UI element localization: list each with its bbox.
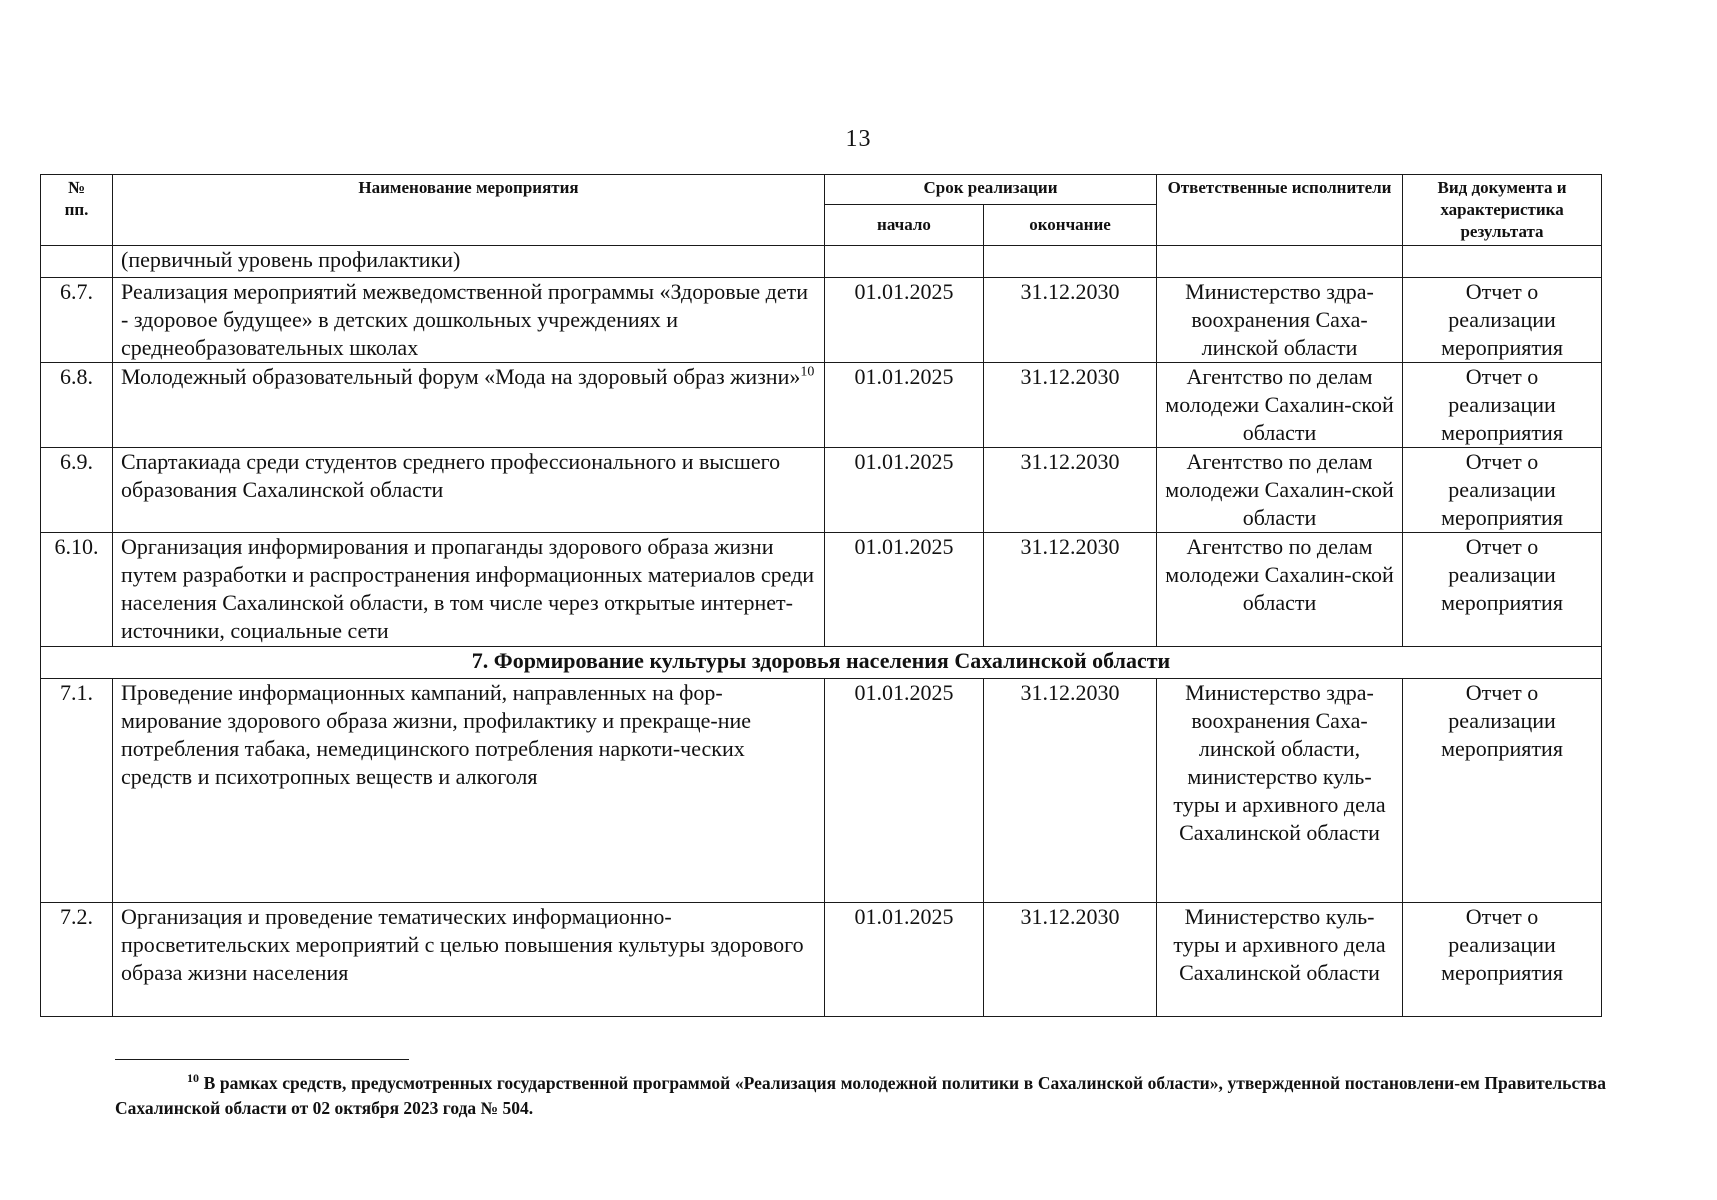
cell-end: 31.12.2030 <box>984 533 1157 647</box>
activities-table <box>40 174 1602 1017</box>
cell-end: 31.12.2030 <box>984 903 1157 1017</box>
cell-name: (первичный уровень профилактики) <box>113 246 825 278</box>
cell-start: 01.01.2025 <box>825 903 984 1017</box>
cell-start: 01.01.2025 <box>825 278 984 363</box>
cell-end: 31.12.2030 <box>984 448 1157 533</box>
cell-name: Спартакиада среди студентов среднего профессионального и высшего образования Сахалинской области <box>113 448 825 533</box>
cell-responsible: Агентство по делам молодежи Сахалин-ской области <box>1157 533 1403 647</box>
cell-num: 6.7. <box>41 278 113 363</box>
cell-start <box>825 246 984 278</box>
cell-name: Организация информирования и пропаганды здорового образа жизни путем разработки и распространения информационных материалов среди населения Сахалинской области, в том числе через открытые интернет-источники, социальные сети <box>113 533 825 647</box>
cell-end: 31.12.2030 <box>984 363 1157 448</box>
footnote <box>115 1071 1606 1121</box>
cell-num: 7.2. <box>41 903 113 1017</box>
cell-num: 6.9. <box>41 448 113 533</box>
cell-name: Реализация мероприятий межведомственной программы «Здоровые дети - здоровое будущее» в детских дошкольных учреждениях и среднеобразовательных школах <box>113 278 825 363</box>
cell-result: Отчет о реализации мероприятия <box>1403 533 1602 647</box>
cell-result: Отчет о реализации мероприятия <box>1403 679 1602 903</box>
table-row-continuation <box>41 246 1602 278</box>
cell-num: 7.1. <box>41 679 113 903</box>
cell-responsible: Агентство по делам молодежи Сахалин-ской области <box>1157 363 1403 448</box>
page-number: 13 <box>845 126 872 152</box>
header-start: начало <box>825 205 984 246</box>
table-row <box>41 679 1602 903</box>
header-end: окончание <box>984 205 1157 246</box>
cell-result: Отчет о реализации мероприятия <box>1403 278 1602 363</box>
table-row <box>41 448 1602 533</box>
table-row <box>41 903 1602 1017</box>
header-name: Наименование мероприятия <box>113 175 825 246</box>
cell-name <box>113 363 825 448</box>
section-row <box>41 647 1602 679</box>
table-row <box>41 363 1602 448</box>
cell-start: 01.01.2025 <box>825 679 984 903</box>
cell-result: Отчет о реализации мероприятия <box>1403 903 1602 1017</box>
cell-num <box>41 246 113 278</box>
section-heading: 7. Формирование культуры здоровья населения Сахалинской области <box>41 647 1602 679</box>
cell-name-text: Молодежный образовательный форум «Мода на здоровый образ жизни» <box>121 364 801 389</box>
cell-start: 01.01.2025 <box>825 533 984 647</box>
footnote-number: 10 <box>187 1071 199 1086</box>
footnote-ref: 10 <box>800 364 815 380</box>
cell-end <box>984 246 1157 278</box>
cell-result: Отчет о реализации мероприятия <box>1403 363 1602 448</box>
cell-num: 6.8. <box>41 363 113 448</box>
cell-name: Проведение информационных кампаний, направленных на фор-мирование здорового образа жизни, профилактику и прекраще-ние потребления табака, немедицинского потребления наркоти-ческих средств и психотропных веществ и алкоголя <box>113 679 825 903</box>
header-responsible: Ответственные исполнители <box>1157 175 1403 246</box>
cell-start: 01.01.2025 <box>825 448 984 533</box>
cell-num: 6.10. <box>41 533 113 647</box>
table-row <box>41 533 1602 647</box>
cell-responsible: Министерство здра-воохранения Саха-линской области, министерство куль-туры и архивного дела Сахалинской области <box>1157 679 1403 903</box>
cell-responsible <box>1157 246 1403 278</box>
header-num: № пп. <box>41 175 113 246</box>
header-period: Срок реализации <box>825 175 1157 205</box>
cell-start: 01.01.2025 <box>825 363 984 448</box>
cell-responsible: Министерство куль-туры и архивного дела Сахалинской области <box>1157 903 1403 1017</box>
cell-responsible: Агентство по делам молодежи Сахалин-ской области <box>1157 448 1403 533</box>
footnote-separator <box>115 1059 409 1060</box>
table-row <box>41 278 1602 363</box>
cell-result: Отчет о реализации мероприятия <box>1403 448 1602 533</box>
header-result: Вид документа и характеристика результата <box>1403 175 1602 246</box>
footnote-text: В рамках средств, предусмотренных государственной программой «Реализация молодежной политики в Сахалинской области», утвержденной постановлени-ем Правительства Сахалинской области от 02 октября 2023 года № 504. <box>115 1073 1607 1118</box>
cell-responsible: Министерство здра-воохранения Саха-линской области <box>1157 278 1403 363</box>
cell-result <box>1403 246 1602 278</box>
cell-end: 31.12.2030 <box>984 679 1157 903</box>
cell-name: Организация и проведение тематических информационно-просветительских мероприятий с целью повышения культуры здорового образа жизни населения <box>113 903 825 1017</box>
cell-end: 31.12.2030 <box>984 278 1157 363</box>
